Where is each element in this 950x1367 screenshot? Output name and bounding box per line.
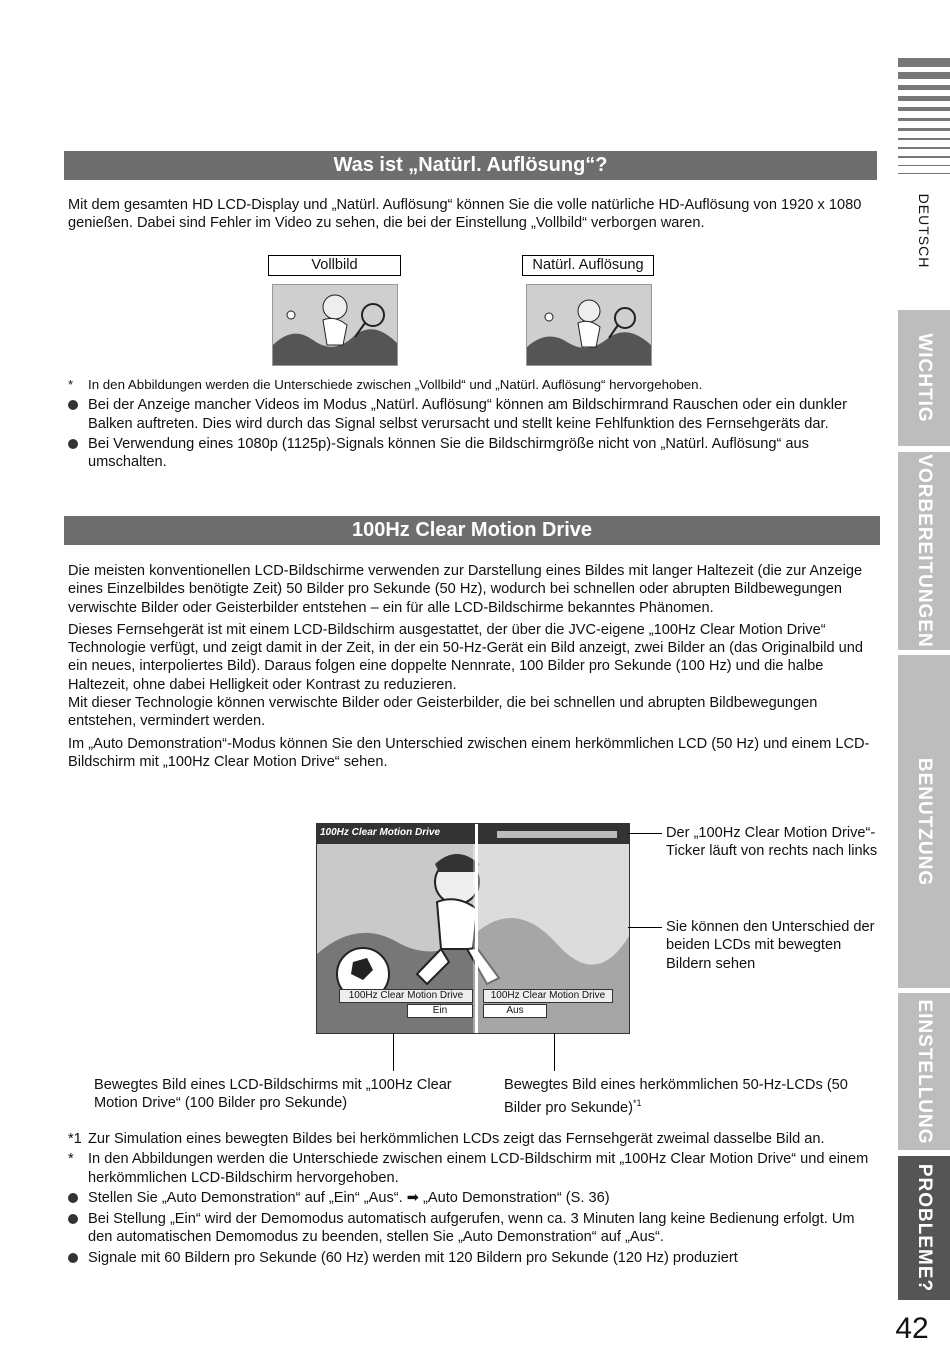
bullet-icon <box>68 439 78 449</box>
bullet-icon <box>68 1253 78 1263</box>
natural-resolution-image <box>526 284 652 366</box>
section1-intro: Mit dem gesamten HD LCD-Display und „Natürl. Auflösung“ können Sie die volle natürliche HD-Auflösung von 1920 x 1080 genießen. Dabei sind Fehler im Video zu sehen, die bei der Einstellung „Vollbild“ verborgen waren. <box>68 197 862 232</box>
section2-body: Die meisten konventionellen LCD-Bildschirme verwenden zur Darstellung eines Bildes mit langer Haltezeit (die zur Anzeige eines Einzelbildes benötigte Zeit) 50 Bilder pro Sekunde (50 Hz), wodurch bei schnellen oder abrupten Bildbewegungen verwischte Bilder oder Geisterbilder entstehen – ein für alle LCD-Bildschirme bekanntes Phänomen. Dieses Fernsehgerät ist mit einem LCD-Bildschirm ausgestattet, der über die JVC-eigene „100Hz Clear Motion Drive“ Technologie verfügt, und zeigt damit in der Zeit, in der ein 50-Hz-Gerät ein Bild anzeigt, zwei Bilder an (das Originalbild und ein neues, interpoliertes Bild). Daraus folgen eine doppelte Nennrate, 100 Bilder pro Sekunde (100 Hz) und die halbe Haltezeit, ohne dabei Helligkeit oder Kontrast zu reduzieren. Mit dieser Technologie können verwischte Bilder oder Geisterbilder, die bei schnellen und abrupten Bildbewegungen entstehen, vermindert werden. Im „Auto Demonstration“-Modus können Sie den Unterschied zwischen einem herkömmlichen LCD (50 Hz) und einem LCD-Bildschirm mit „100Hz Clear Motion Drive“ sehen. <box>68 563 870 770</box>
demo-right-value: Aus <box>483 1004 547 1018</box>
header-stripe <box>898 96 950 101</box>
header-stripe <box>898 118 950 121</box>
vollbild-image <box>272 284 398 366</box>
header-stripe <box>898 138 950 140</box>
section1-notes <box>68 376 878 473</box>
header-stripe <box>898 72 950 79</box>
label-natural-resolution: Natürl. Auflösung <box>522 255 654 276</box>
caption-left: Bewegtes Bild eines LCD-Bildschirms mit „100Hz Clear Motion Drive“ (100 Bilder pro Sekunde) <box>94 1077 452 1112</box>
section-title-clear-motion-drive: 100Hz Clear Motion Drive <box>64 516 880 545</box>
note-item: * In den Abbildungen werden die Unterschiede zwischen einem LCD-Bildschirm mit „100Hz Clear Motion Drive“ und einem herkömmlichen LCD-Bildschirm hervorgehoben. <box>68 1151 869 1186</box>
header-stripe <box>898 173 950 174</box>
caption-right: Bewegtes Bild eines herkömmlichen 50-Hz-LCDs (50 Bilder pro Sekunde)$^{*1}$ <box>504 1077 848 1117</box>
section-title-natural-resolution: Was ist „Natürl. Auflösung“? <box>64 151 877 180</box>
demo-ticker: 100Hz Clear Motion Drive <box>320 827 441 838</box>
page-number: 42 <box>895 1312 929 1345</box>
header-stripe <box>898 165 950 166</box>
callout-difference: Sie können den Unterschied der beiden LCDs mit bewegten Bildern sehen <box>666 919 875 972</box>
bullet-icon <box>68 1193 78 1203</box>
demo-right-label: 100Hz Clear Motion Drive <box>483 989 613 1003</box>
callout-line <box>628 833 662 834</box>
note-item: *1 Zur Simulation eines bewegten Bildes bei herkömmlichen LCDs zeigt das Fernsehgerät zweimal dasselbe Bild an. <box>68 1131 825 1147</box>
header-stripe <box>898 147 950 149</box>
callout-ticker: Der „100Hz Clear Motion Drive“-Ticker läuft von rechts nach links <box>666 825 878 860</box>
note-item: Bei der Anzeige mancher Videos im Modus „Natürl. Auflösung“ können am Bildschirmrand Rauschen oder ein dunkler Balken auftreten. Dies wird durch das Signal selbst verursacht und stellt keine Fehlfunktion des Fernsehgeräts dar. <box>68 396 878 433</box>
callout-line <box>554 1033 555 1071</box>
header-stripe <box>898 85 950 90</box>
demo-screen <box>316 823 630 1034</box>
note-item: Signale mit 60 Bildern pro Sekunde (60 Hz) werden mit 120 Bildern pro Sekunde (120 Hz) produziert <box>68 1249 878 1268</box>
header-stripe <box>898 58 950 67</box>
note-item: Stellen Sie „Auto Demonstration“ auf „Ein“ „Aus“. ➡ „Auto Demonstration“ (S. 36) <box>68 1189 878 1208</box>
callout-line <box>628 927 662 928</box>
demo-left-label: 100Hz Clear Motion Drive <box>339 989 473 1003</box>
tab-wichtig[interactable]: WICHTIG <box>898 310 950 446</box>
tab-einstellung[interactable]: EINSTELLUNG <box>898 993 950 1150</box>
bullet-icon <box>68 1214 78 1224</box>
header-stripe <box>898 128 950 131</box>
header-stripe <box>898 107 950 111</box>
label-vollbild: Vollbild <box>268 255 401 276</box>
note-item: Bei Stellung „Ein“ wird der Demomodus automatisch aufgerufen, wenn ca. 3 Minuten lang keine Bedienung erfolgt. Um den automatischen Demomodus zu beenden, stellen Sie „Auto Demonstration“ auf „Aus“. <box>68 1210 878 1247</box>
note-item: * In den Abbildungen werden die Unterschiede zwischen „Vollbild“ und „Natürl. Auflösung“ hervorgehoben. <box>68 377 703 392</box>
bullet-icon <box>68 400 78 410</box>
demo-left-value: Ein <box>407 1004 473 1018</box>
header-stripe <box>898 156 950 158</box>
tab-benutzung[interactable]: BENUTZUNG <box>898 655 950 988</box>
note-item: Bei Verwendung eines 1080p (1125p)-Signals können Sie die Bildschirmgröße nicht von „Natürl. Auflösung“ aus umschalten. <box>68 435 878 472</box>
callout-line <box>393 1033 394 1071</box>
section2-notes <box>68 1130 878 1270</box>
tab-vorbereitungen[interactable]: VORBEREITUNGEN <box>898 452 950 650</box>
language-label: DEUTSCH <box>916 193 932 269</box>
tab-probleme[interactable]: PROBLEME? <box>898 1156 950 1300</box>
